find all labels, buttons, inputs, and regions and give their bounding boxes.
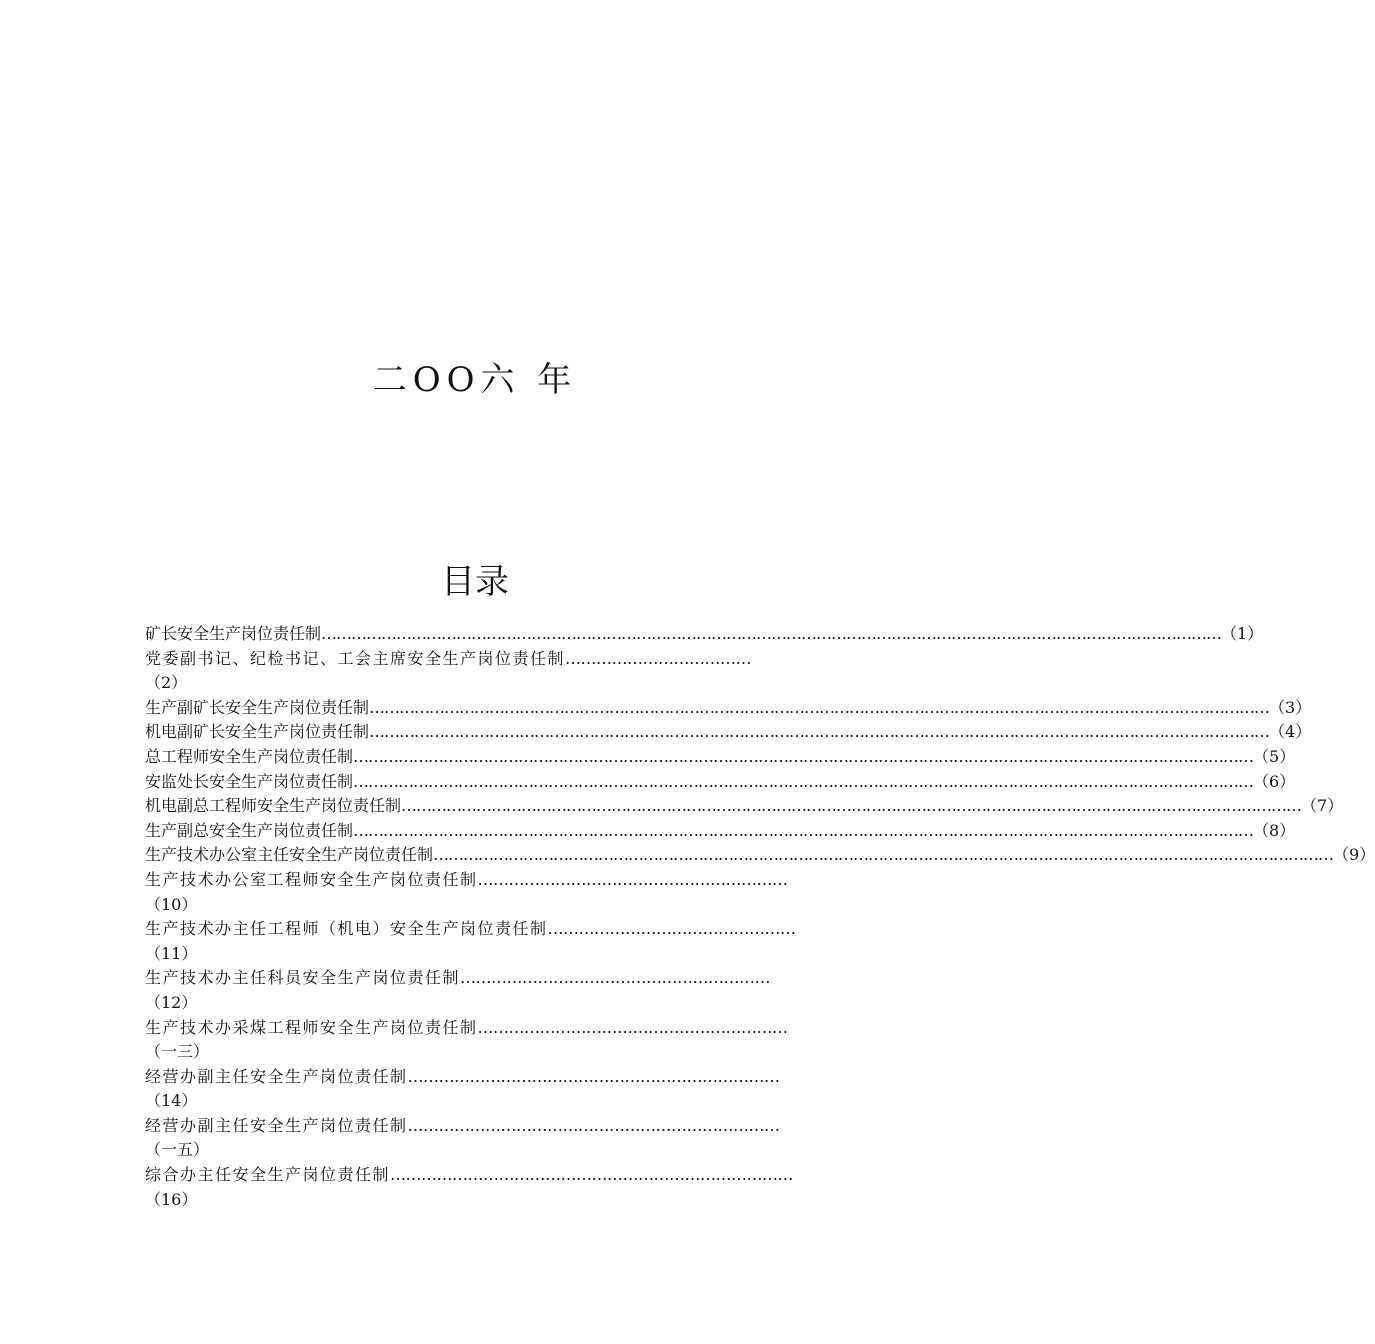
toc-leader-dots: …………………………………………………… bbox=[477, 869, 788, 889]
toc-entry[interactable] bbox=[145, 966, 808, 1015]
toc-entry-title: 安监处长安全生产岗位责任制 bbox=[145, 771, 354, 791]
toc-entry[interactable] bbox=[145, 868, 808, 917]
toc-entry[interactable] bbox=[145, 917, 808, 966]
toc-entry-page: （14） bbox=[145, 1091, 198, 1111]
toc-entry-title: 综合办主任安全生产岗位责任制 bbox=[145, 1165, 391, 1185]
toc-entry-title: 总工程师安全生产岗位责任制 bbox=[145, 746, 354, 766]
toc-entry-page: （7） bbox=[1301, 796, 1344, 816]
toc-entry-title: 矿长安全生产岗位责任制 bbox=[145, 624, 322, 643]
table-of-contents bbox=[145, 622, 1375, 1212]
toc-entry-page: （一三） bbox=[145, 1042, 210, 1062]
toc-entry-page: （11） bbox=[145, 943, 198, 963]
toc-entry-title: 生产技术办公室主任安全生产岗位责任制 bbox=[145, 845, 434, 865]
toc-leader-dots: …………………………………………………………………… bbox=[390, 1165, 794, 1185]
toc-entry-title: 生产副矿长安全生产岗位责任制 bbox=[145, 697, 370, 717]
toc-entry-page: （9） bbox=[1333, 845, 1375, 865]
toc-leader-dots: ……………………………………………………………………………………………………………………………………………………………… bbox=[353, 746, 1254, 766]
toc-entry-title: 生产技术办主任工程师（机电）安全生产岗位责任制 bbox=[145, 919, 548, 939]
toc-leader-dots: ……………………………………………………………………………………………………………………………………………………………… bbox=[369, 722, 1270, 742]
toc-leader-dots: ………………………………………… bbox=[547, 919, 796, 939]
toc-entry-title: 生产技术办采煤工程师安全生产岗位责任制 bbox=[145, 1017, 478, 1037]
toc-entry-title: 生产技术办主任科员安全生产岗位责任制 bbox=[145, 968, 461, 988]
toc-leader-dots: ……………………………………………………………… bbox=[407, 1066, 780, 1086]
toc-leader-dots: ……………………………………………………………… bbox=[407, 1115, 780, 1135]
toc-entry-page: （2） bbox=[145, 673, 188, 693]
toc-leader-dots: ……………………………………………………………………………………………………………………………………………………………… bbox=[321, 624, 1222, 643]
toc-entry-page: （6） bbox=[1253, 771, 1296, 791]
toc-entry[interactable] bbox=[145, 1114, 808, 1163]
toc-entry[interactable] bbox=[145, 622, 1264, 647]
toc-entry[interactable] bbox=[145, 1163, 808, 1212]
toc-leader-dots: ……………………………………………………………………………………………………………………………………………………………… bbox=[401, 796, 1302, 816]
toc-entry[interactable] bbox=[145, 696, 1312, 721]
toc-entry[interactable] bbox=[145, 819, 1296, 844]
toc-leader-dots: ……………………………………………………………………………………………………………………………………………………………… bbox=[369, 697, 1270, 717]
toc-entry-page: （8） bbox=[1253, 820, 1296, 840]
toc-entry-page: （3） bbox=[1269, 697, 1312, 717]
toc-entry[interactable] bbox=[145, 1016, 808, 1065]
toc-leader-dots: ……………………………………………………………………………………………………………………………………………………………… bbox=[353, 820, 1254, 840]
toc-entry[interactable] bbox=[145, 647, 808, 696]
toc-entry-title: 党委副书记、纪检书记、工会主席安全生产岗位责任制 bbox=[145, 648, 566, 668]
toc-entry-title: 生产副总安全生产岗位责任制 bbox=[145, 820, 354, 840]
toc-entry-title: 经营办副主任安全生产岗位责任制 bbox=[145, 1066, 408, 1086]
toc-leader-dots: …………………………………………………… bbox=[460, 968, 771, 988]
toc-entry-page: （一五） bbox=[145, 1140, 210, 1160]
toc-entry-title: 机电副矿长安全生产岗位责任制 bbox=[145, 722, 370, 742]
toc-entry-page: （10） bbox=[145, 894, 198, 914]
toc-entry[interactable] bbox=[145, 745, 1296, 770]
toc-entry[interactable] bbox=[145, 770, 1296, 795]
toc-entry-page: （4） bbox=[1269, 722, 1312, 742]
year-heading: 二OO六 年 bbox=[372, 360, 578, 400]
toc-entry-title: 机电副总工程师安全生产岗位责任制 bbox=[145, 796, 402, 816]
toc-entry[interactable] bbox=[145, 843, 1375, 868]
toc-leader-dots: ……………………………………………………………………………………………………………………………………………………………… bbox=[433, 845, 1334, 865]
toc-leader-dots: ……………………………………………………………………………………………………………………………………………………………… bbox=[353, 771, 1254, 791]
toc-entry-title: 生产技术办公室工程师安全生产岗位责任制 bbox=[145, 869, 478, 889]
toc-entry-page: （12） bbox=[145, 992, 198, 1012]
toc-leader-dots: ……………………………… bbox=[565, 648, 752, 668]
toc-entry[interactable] bbox=[145, 794, 1344, 819]
toc-entry-page: （16） bbox=[145, 1189, 198, 1209]
toc-entry-title: 经营办副主任安全生产岗位责任制 bbox=[145, 1115, 408, 1135]
toc-leader-dots: …………………………………………………… bbox=[477, 1017, 788, 1037]
toc-entry[interactable] bbox=[145, 1065, 808, 1114]
toc-entry[interactable] bbox=[145, 720, 1312, 745]
toc-title: 目录 bbox=[441, 562, 509, 602]
toc-entry-page: （1） bbox=[1221, 624, 1264, 643]
toc-entry-page: （5） bbox=[1253, 746, 1296, 766]
